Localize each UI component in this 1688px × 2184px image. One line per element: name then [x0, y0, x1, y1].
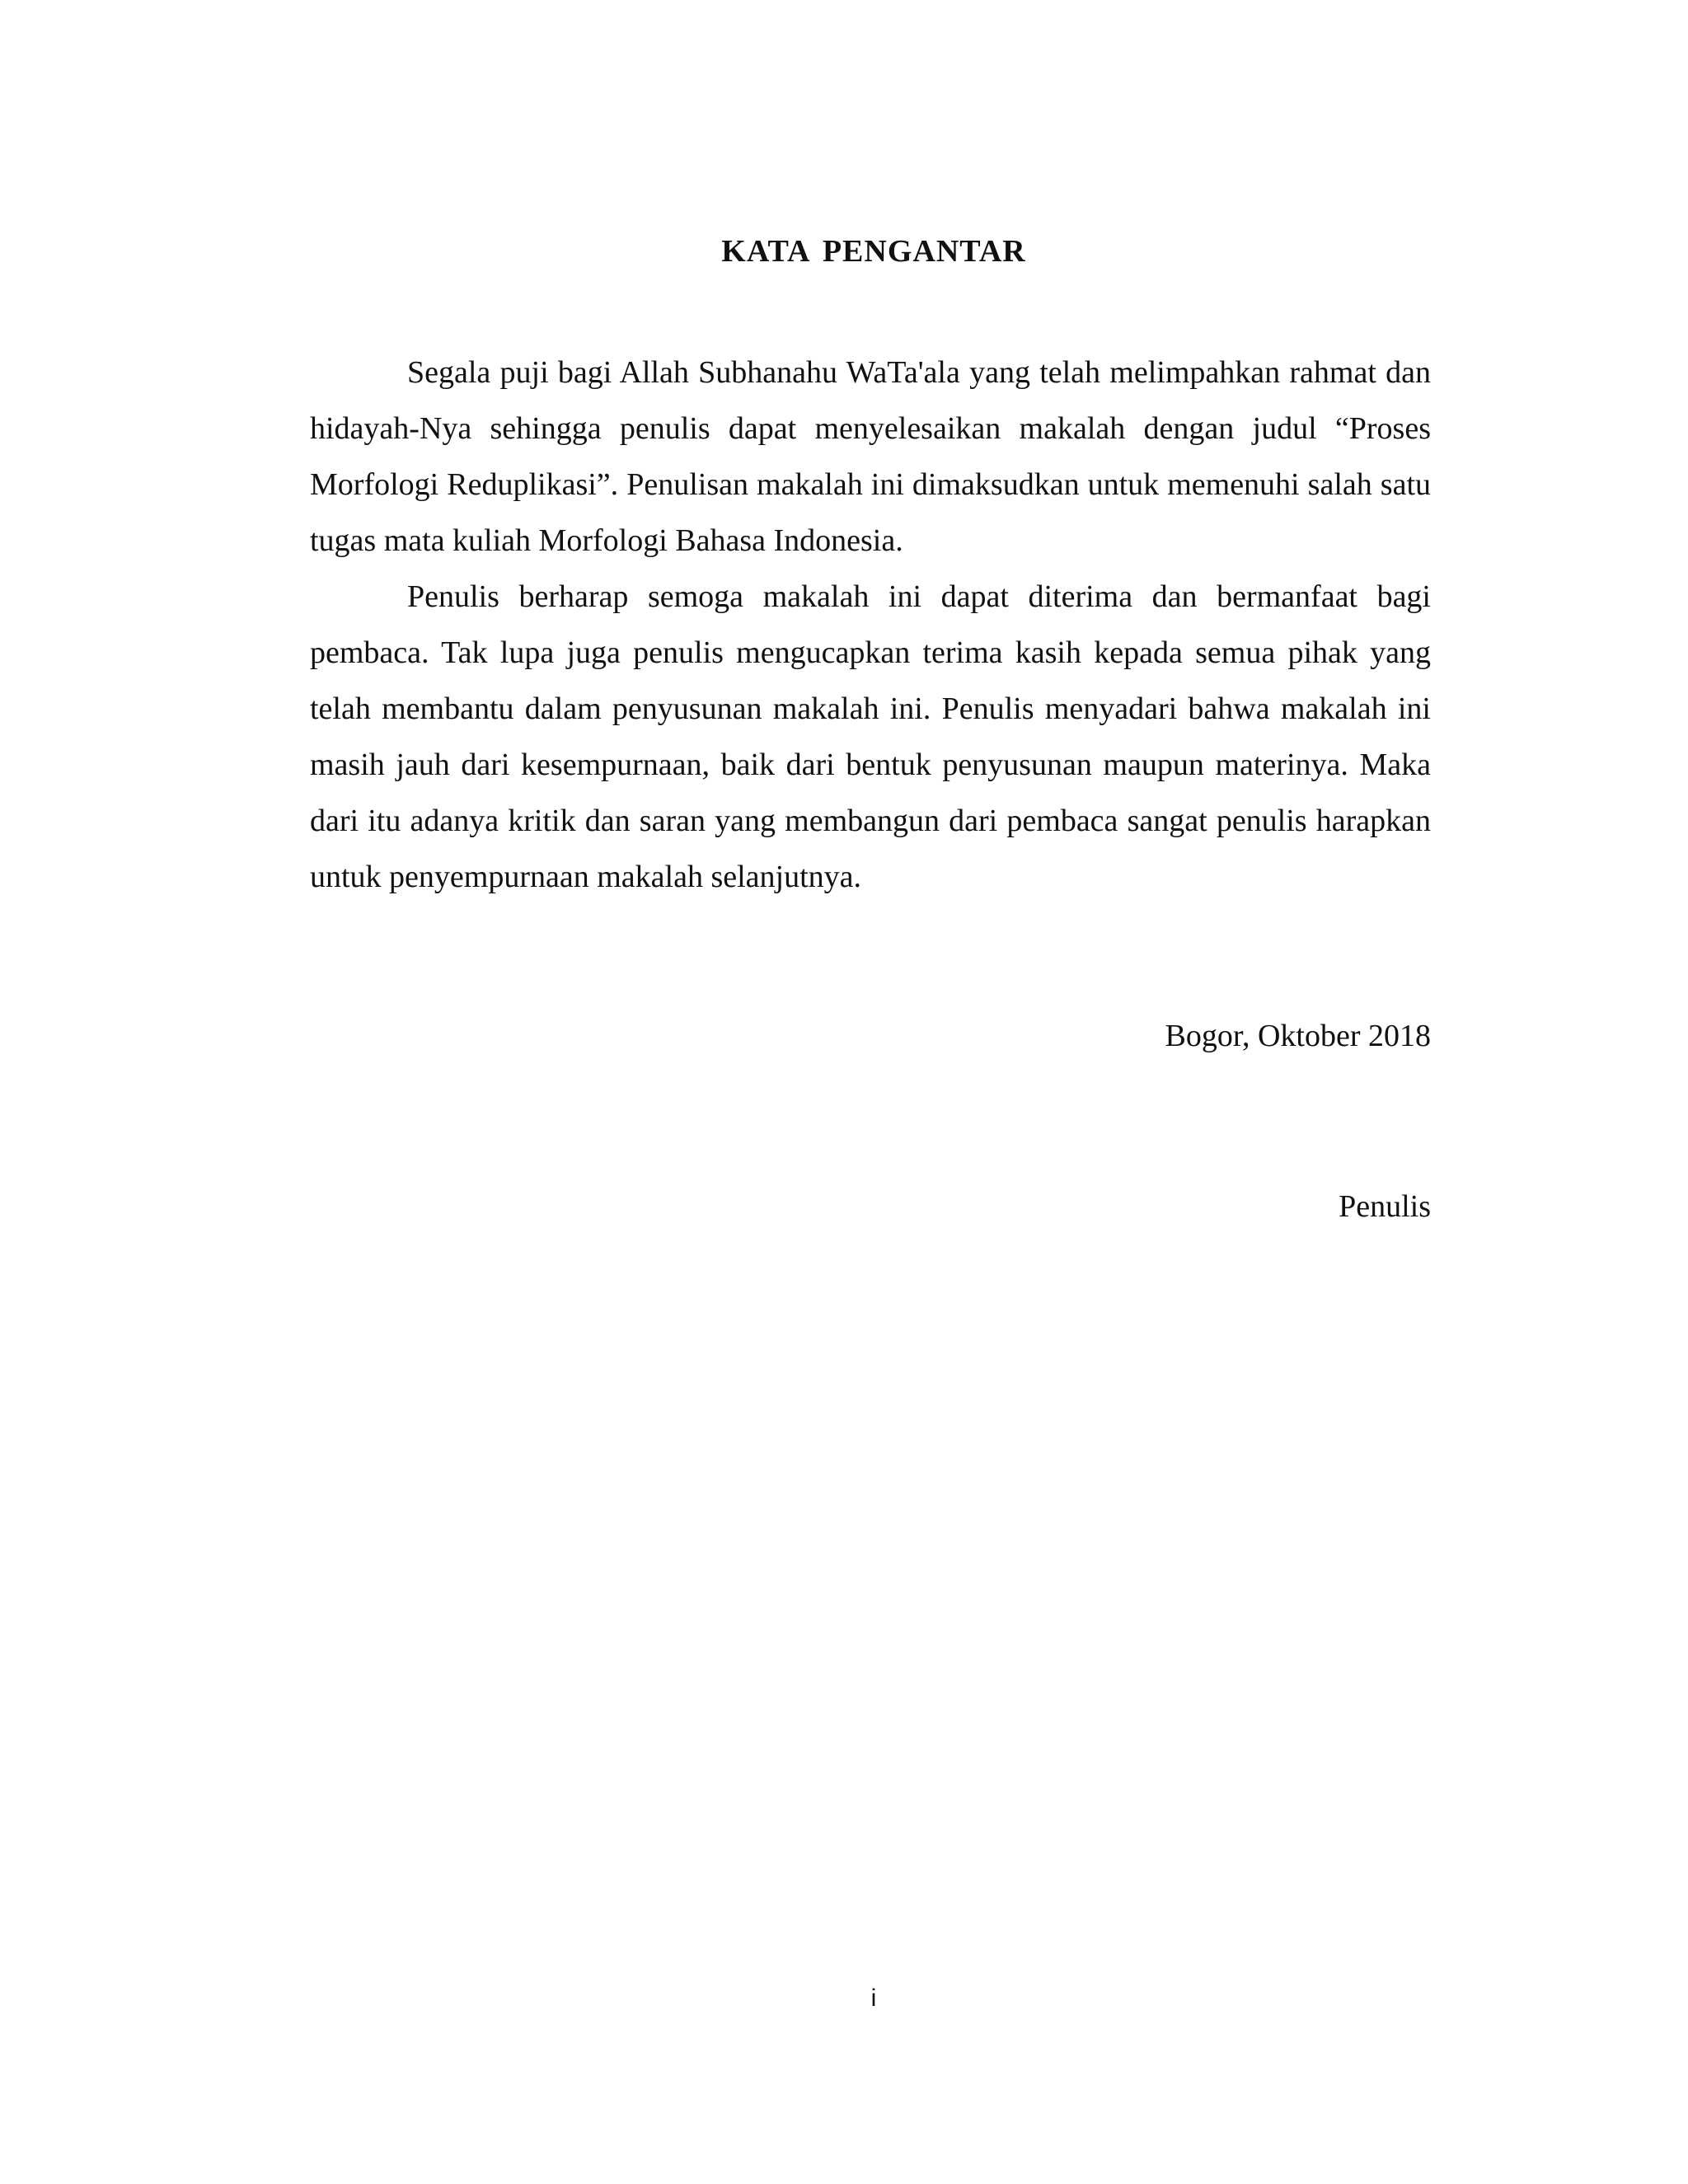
body-text — [310, 344, 1431, 905]
page-title: KATA PENGANTAR — [721, 234, 1026, 269]
signer-name: Penulis — [1339, 1189, 1431, 1224]
place-date: Bogor, Oktober 2018 — [1165, 1019, 1431, 1053]
paragraph-1: Segala puji bagi Allah Subhanahu WaTa'ala yang telah melimpahkan rahmat dan hidayah-Nya sehingga penulis dapat menyelesaikan makalah dengan judul “Proses Morfologi Reduplikasi”. Penulisan makalah ini dimaksudkan untuk memenuhi salah satu tugas mata kuliah Morfologi Bahasa Indonesia. — [310, 355, 1431, 558]
page-number: i — [870, 1985, 877, 2012]
paragraph-2: Penulis berharap semoga makalah ini dapat diterima dan bermanfaat bagi pembaca. Tak lupa juga penulis mengucapkan terima kasih kepada semua pihak yang telah membantu dalam penyusunan makalah ini. Penulis menyadari bahwa makalah ini masih jauh dari kesempurnaan, baik dari bentuk penyusunan maupun materinya. Maka dari itu adanya kritik dan saran yang membangun dari pembaca sangat penulis harapkan untuk penyempurnaan makalah selanjutnya. — [310, 579, 1431, 894]
